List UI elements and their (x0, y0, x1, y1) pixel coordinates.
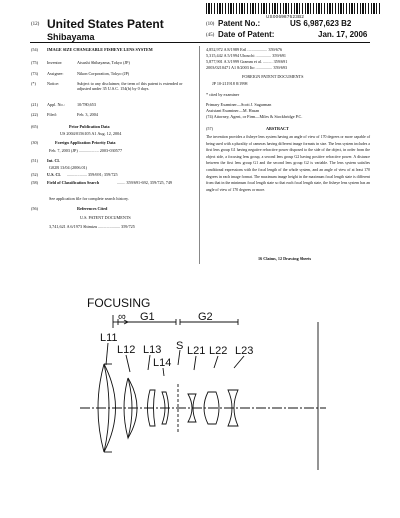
see-application-note: See application file for complete search history. (49, 196, 129, 201)
leader-l22 (214, 356, 218, 368)
lens-label-l13: L13 (143, 344, 162, 356)
attorney-agent: (74) Attorney, Agent, or Firm—Miles & Stockbridge P.C. (206, 114, 303, 119)
reference-row: 5,315,442 A 5/1994 Uhouchi ............... 359/691 (206, 53, 287, 58)
lens-label-l21: L21 (187, 345, 206, 357)
patent-date: Jan. 17, 2006 (318, 30, 368, 39)
patent-no-label: Patent No.: (218, 19, 261, 28)
g2-label: G2 (198, 311, 213, 323)
leader-l12 (126, 355, 130, 372)
focusing-label: FOCUSING (87, 296, 151, 310)
leader-l13 (148, 355, 150, 370)
lens-label-l12: L12 (117, 344, 136, 356)
date-label: Date of Patent: (218, 30, 275, 39)
int-cl-field: (51) Int. Cl. (31, 158, 60, 163)
stop-label-s: S (176, 340, 184, 352)
barcode-text: US006987623B2 (266, 14, 305, 19)
date-code: (45) (206, 33, 215, 38)
lens-label-l11: L11 (100, 332, 118, 344)
assignee-field: (73) Assignee: Nikon Corporation, Tokyo (JP) (31, 71, 130, 76)
country-code: (12) (31, 22, 40, 27)
reference-row: 2003/0210471 A1 8/2003 Ito ................ 359/693 (206, 65, 288, 70)
reference-row: 4,852,972 A 8/1989 Ertl ................... 359/676 (206, 47, 283, 52)
leader-l21 (194, 356, 196, 370)
primary-examiner: Primary Examiner—Scott J. Sugarman (206, 102, 272, 107)
field-search-field: (58) Field of Classification Search ........ 359/691-692, 359/725, 749 (31, 180, 173, 185)
prior-pub-heading: (65) Prior Publication Data (31, 124, 110, 129)
claims-summary: 16 Claims, 12 Drawing Sheets (258, 256, 312, 261)
inventor-field: (75) Inventor: Atsushi Shibayama, Tokyo (JP) (31, 60, 130, 65)
prior-pub-value: US 2004/0156105 A1 Aug. 12, 2004 (60, 131, 122, 136)
foreign-priority-heading: (30) Foreign Application Priority Data (31, 140, 116, 145)
cited-by-examiner: * cited by examiner (206, 92, 240, 97)
assistant-examiner: Assistant Examiner—M. Hasan (206, 108, 260, 113)
g1-label: G1 (140, 311, 155, 323)
int-cl-value: G02B 13/04 (2006.01) (49, 165, 88, 170)
lens-label-l14: L14 (153, 357, 172, 369)
foreign-doc-row: JP 10-211918 8/1998 (212, 81, 248, 86)
leader-l14 (163, 368, 164, 376)
patent-type-title: United States Patent (47, 17, 164, 31)
abstract-heading: (57) ABSTRACT (206, 126, 289, 131)
foreign-docs-heading: FOREIGN PATENT DOCUMENTS (242, 74, 304, 79)
patent-no-code: (10) (206, 22, 215, 27)
appl-no-field: (21) Appl. No.: 10/780,653 (31, 102, 96, 107)
notice-field: (*) Notice: Subject to any disclaimer, the term of this patent is extended or adjusted under 35 U.S.C. 154(b) by 0 days. (31, 81, 183, 92)
abstract-text: The invention provides a fisheye lens system having an angle of view of 170 degrees or more capable of being used with a plurality of cameras having different image formats in size. The lens system includes a first lens group G1 having negative refractive power disposed to the side of the object, in order from the object side, a focusing lens group, a second lens group G2 having positive refractive power. A distance between the first lens group G1 and the second lens group G2 is variable. The lens system satisfies conditional expressions with the focal length of the whole system, and an angle of view of at least 170 degrees in each image format. The maximum image height in the maximum focal length state is different from that in the minimum focal length state so that each focal length state, the fisheye lens system has an angle of view of 170 degrees or more. (206, 135, 370, 192)
inventor-surname: Shibayama (47, 32, 95, 42)
leader-s (178, 350, 180, 365)
us-cl-field: (52) U.S. Cl. ................... 359/691; 359/725 (31, 172, 118, 177)
references-heading: (56) References Cited (31, 206, 108, 211)
us-patent-docs-subheading: U.S. PATENT DOCUMENTS (80, 215, 131, 220)
title-field: (54) IMAGE SIZE CHANGEABLE FISHEYE LENS SYSTEM (31, 47, 153, 52)
reference-row: 3,741,621 A 6/1973 Shimizu ..................... 359/725 (49, 224, 135, 229)
foreign-priority-value: Feb. 7, 2003 (JP) ................... 2003-030577 (49, 148, 123, 153)
leader-l23 (234, 356, 244, 368)
filed-field: (22) Filed: Feb. 3, 2004 (31, 112, 98, 117)
reference-row: 5,877,901 A 3/1999 Gramm et al. ......... 359/691 (206, 59, 288, 64)
lens-label-l23: L23 (235, 345, 254, 357)
patent-number: US 6,987,623 B2 (290, 19, 352, 28)
leader-l11 (106, 343, 108, 365)
lens-label-l22: L22 (209, 345, 228, 357)
infinity-label: ∞ (118, 311, 126, 323)
